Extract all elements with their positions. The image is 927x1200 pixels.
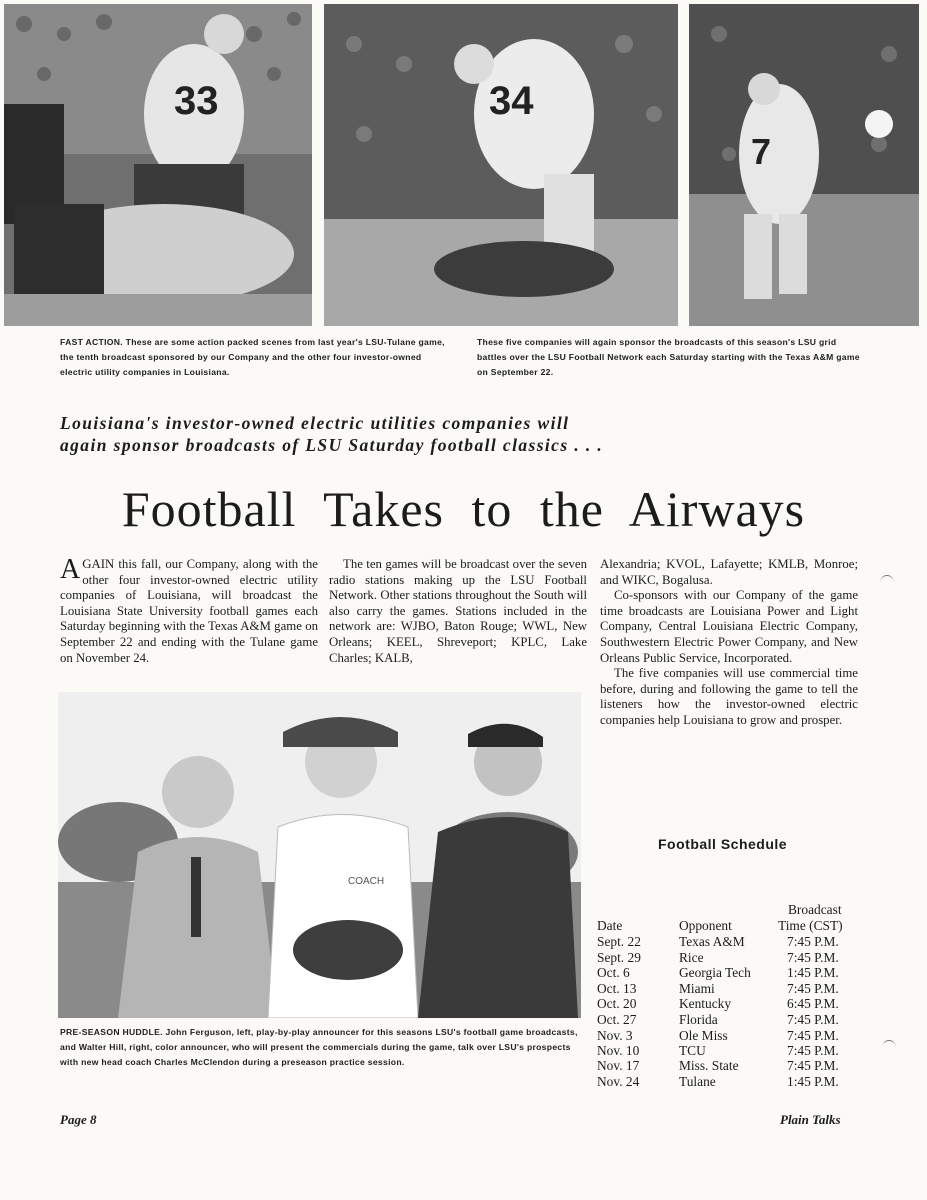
caption-huddle-text: John Ferguson, left, play-by-play announcer for this seasons LSU's football game broadcasts, and Walter Hill, right, color announcer, who will present the commercials during the game, talk over LSU's prospects with new head coach Charles McClendon during a preseason practice session.	[60, 1027, 578, 1067]
row-date: Nov. 24	[597, 1074, 640, 1089]
col1-text: GAIN this fall, our Company, along with the other four investor-owned electric utility companies of Louisiana, will broadcast the Louisiana State University football games each Saturday beginning with the Texas A&M game on September 22 and ending with the Tulane game on November 24.	[60, 557, 318, 665]
drop-cap: A	[60, 554, 81, 585]
row-date: Sept. 22	[597, 934, 641, 949]
row-opponent: Ole Miss	[679, 1028, 728, 1043]
page-hole-mark	[880, 575, 894, 590]
row-opponent: Miami	[679, 981, 715, 996]
row-opponent: Tulane	[679, 1074, 716, 1089]
row-date: Oct. 27	[597, 1012, 637, 1027]
row-time: 6:45 P.M.	[787, 996, 839, 1011]
page-number: Page 8	[60, 1112, 97, 1127]
huddle-photo	[58, 692, 581, 1018]
action-photo-2	[324, 4, 678, 326]
caption-huddle-lead: PRE-SEASON HUDDLE.	[60, 1027, 163, 1037]
row-opponent: Georgia Tech	[679, 965, 751, 980]
row-date: Oct. 6	[597, 965, 630, 980]
caption-sponsors-text: These five companies will again sponsor the broadcasts of this season's LSU grid battles over the LSU Football Network each Saturday starting with the Texas A&M game on September 22.	[477, 337, 860, 377]
row-opponent: Kentucky	[679, 996, 732, 1011]
row-time: 7:45 P.M.	[787, 1058, 839, 1073]
col3-text-1: Alexandria; KVOL, Lafayette; KMLB, Monroe; and WIKC, Bogalusa.	[600, 557, 858, 587]
header-date: Date	[597, 918, 623, 933]
jersey-34-text: 34	[489, 79, 534, 123]
col3-text-3: The five companies will use commercial time before, during and following the game to tell the listeners how the investor-owned electric companies help Louisiana to grow and prosper.	[600, 666, 858, 727]
header-time: Time (CST)	[778, 918, 843, 933]
row-opponent: Texas A&M	[679, 934, 745, 949]
page-hole-mark	[882, 1040, 896, 1055]
row-date: Nov. 10	[597, 1043, 640, 1058]
col2-text: The ten games will be broadcast over the seven radio stations making up the LSU Football Network. Other stations throughout the South will also carry the games. Stations included in the network are: WJBO, Baton Rouge; WWL, New Orleans; KEEL, Shreveport; KPLC, Lake Charles; KALB,	[329, 557, 587, 665]
col3-text-2: Co-sponsors with our Company of the game time broadcasts are Louisiana Power and Light Company, Central Louisiana Electric Company, Southwestern Electric Power Company, and New Orleans Public Service, Incorporated.	[600, 588, 858, 665]
row-date: Oct. 13	[597, 981, 637, 996]
action-photo-3	[689, 4, 919, 326]
coach-shirt-text: COACH	[348, 876, 385, 887]
headline: Football Takes to the Airways	[121, 481, 806, 537]
row-date: Nov. 3	[597, 1028, 633, 1043]
article-column-2	[329, 557, 587, 666]
row-opponent: TCU	[679, 1043, 706, 1058]
action-photo-1	[4, 4, 312, 326]
row-opponent: Miss. State	[679, 1058, 739, 1073]
row-time: 7:45 P.M.	[787, 1043, 839, 1058]
schedule-title: Football Schedule	[658, 836, 788, 852]
row-time: 7:45 P.M.	[787, 1012, 839, 1027]
article-column-3	[600, 557, 858, 729]
row-time: 1:45 P.M.	[787, 1074, 839, 1089]
jersey-33-text: 33	[174, 79, 219, 123]
jersey-7-text: 7	[751, 131, 772, 172]
header-broadcast: Broadcast	[788, 902, 842, 917]
caption-huddle	[60, 1025, 580, 1070]
row-time: 1:45 P.M.	[787, 965, 839, 980]
row-date: Oct. 20	[597, 996, 637, 1011]
row-time: 7:45 P.M.	[787, 1028, 839, 1043]
row-opponent: Florida	[679, 1012, 718, 1027]
header-opponent: Opponent	[679, 918, 732, 933]
caption-sponsors	[477, 335, 862, 380]
article-column-1	[60, 554, 318, 666]
row-opponent: Rice	[679, 950, 704, 965]
caption-fast-action-text: These are some action packed scenes from last year's LSU-Tulane game, the tenth broadcast sponsored by our Company and the other four investor-owned electric utility companies in Louisiana.	[60, 337, 445, 377]
intro-deck: Louisiana's investor-owned electric utilities companies will again sponsor broadcasts of LSU Saturday football classics . . .	[60, 413, 604, 455]
row-date: Nov. 17	[597, 1058, 640, 1073]
row-time: 7:45 P.M.	[787, 981, 839, 996]
caption-fast-action	[60, 335, 445, 380]
publication-name: Plain Talks	[780, 1112, 841, 1127]
caption-fast-action-lead: FAST ACTION.	[60, 337, 123, 347]
row-time: 7:45 P.M.	[787, 950, 839, 965]
row-time: 7:45 P.M.	[787, 934, 839, 949]
row-date: Sept. 29	[597, 950, 641, 965]
